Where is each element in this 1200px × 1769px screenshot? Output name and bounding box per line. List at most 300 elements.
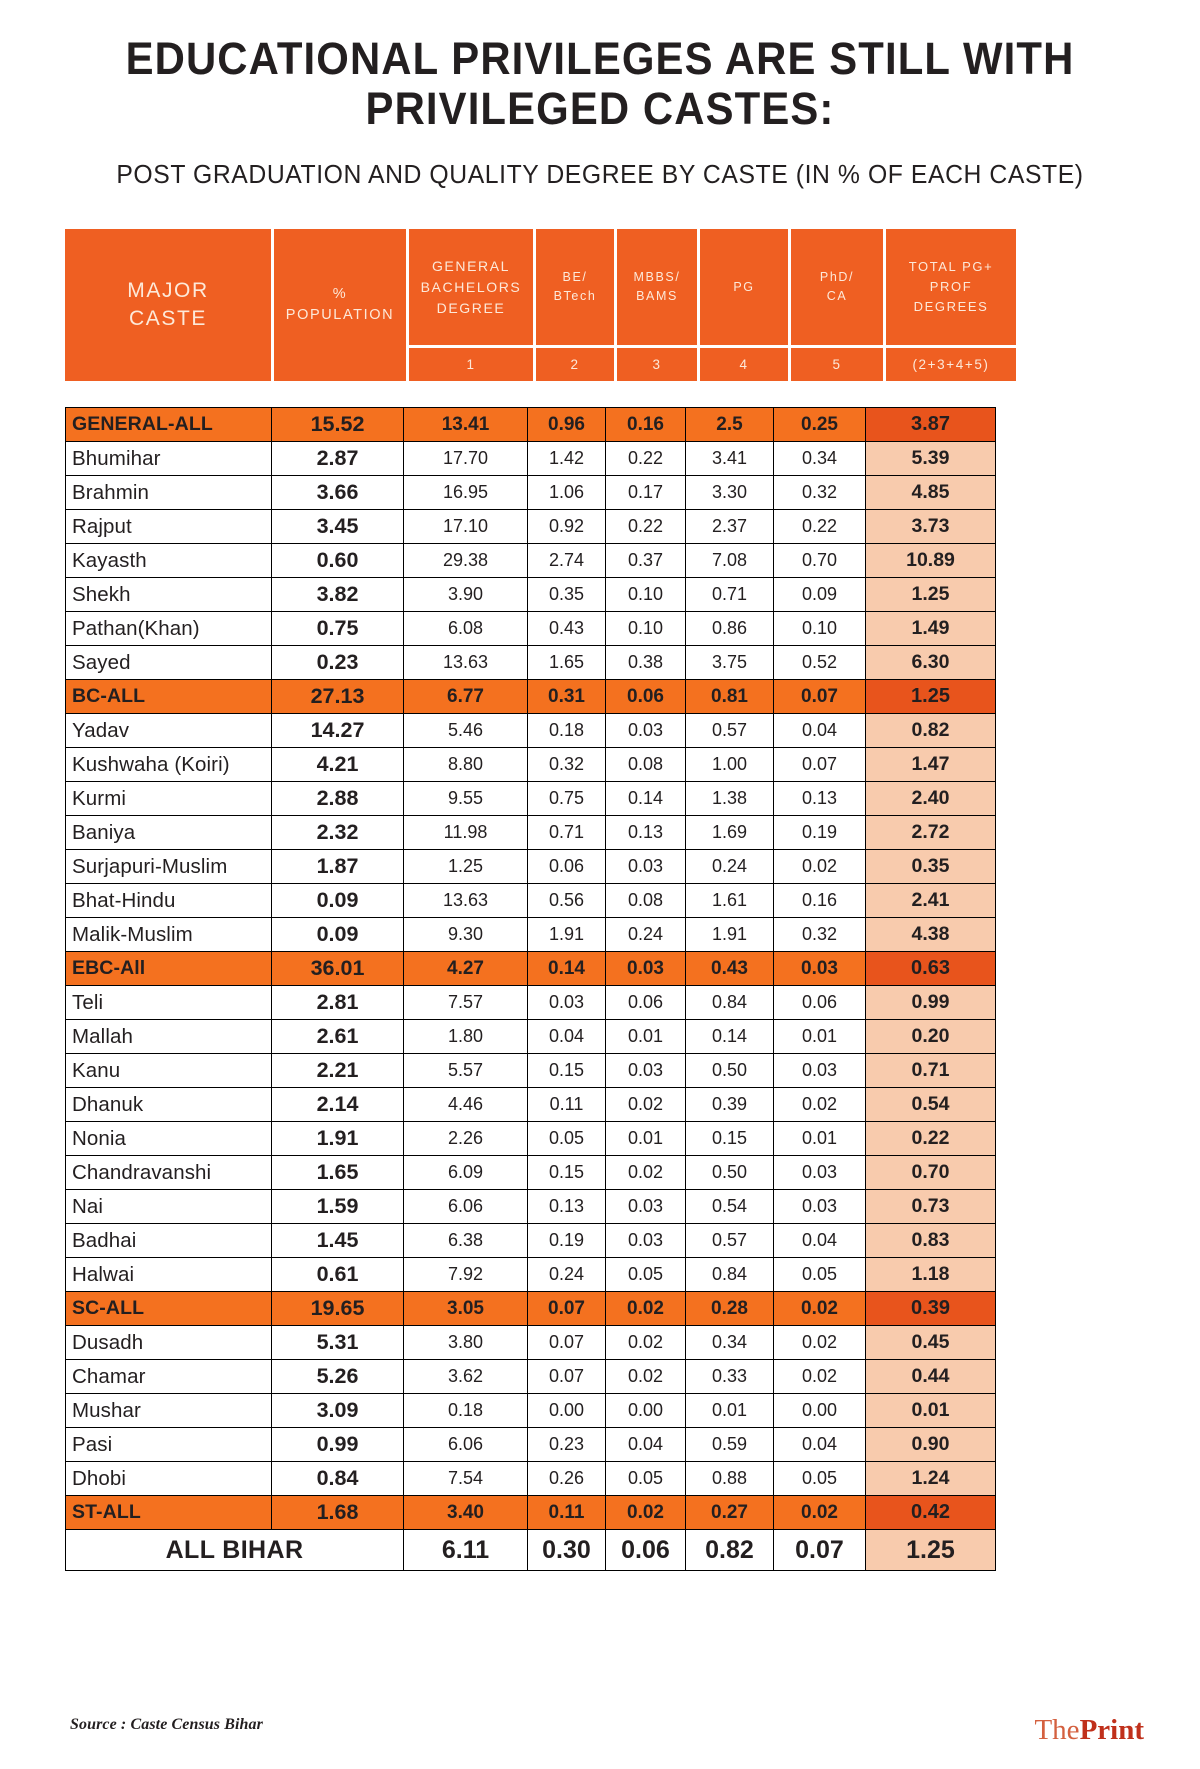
header-total-l1: TOTAL PG+ [908, 258, 994, 274]
table-row [66, 1054, 996, 1088]
cell-phd: 0.04 [774, 1428, 866, 1462]
table-row [66, 782, 996, 816]
table-row [66, 1428, 996, 1462]
table-row [66, 1360, 996, 1394]
cell-mbbs: 0.02 [606, 1360, 686, 1394]
cell-caste-name: Mallah [66, 1020, 272, 1054]
cell-gen: 6.09 [404, 1156, 528, 1190]
cell-gen: 13.63 [404, 884, 528, 918]
cell-phd: 0.52 [774, 646, 866, 680]
table-row [66, 646, 996, 680]
cell-be: 0.35 [528, 578, 606, 612]
table-row [66, 1020, 996, 1054]
cell-be: 0.07 [528, 1326, 606, 1360]
title-block [0, 0, 1200, 190]
cell-total: 0.70 [866, 1156, 996, 1190]
cell-gen: 7.92 [404, 1258, 528, 1292]
cell-pg: 0.50 [686, 1156, 774, 1190]
table-row [66, 612, 996, 646]
cell-total: 2.41 [866, 884, 996, 918]
table-row [66, 442, 996, 476]
cell-caste-name: Pathan(Khan) [66, 612, 272, 646]
cell-total: 0.90 [866, 1428, 996, 1462]
page-subtitle: POST GRADUATION AND QUALITY DEGREE BY CASTE (IN % OF EACH CASTE) [116, 160, 1084, 189]
cell-mbbs: 0.03 [606, 850, 686, 884]
cell-total: 2.40 [866, 782, 996, 816]
cell-phd: 0.03 [774, 952, 866, 986]
cell-caste-name: Chandravanshi [66, 1156, 272, 1190]
cell-pop: 0.60 [272, 544, 404, 578]
cell-total: 0.01 [866, 1394, 996, 1428]
cell-pg: 7.08 [686, 544, 774, 578]
cell-be: 1.42 [528, 442, 606, 476]
cell-mbbs: 0.03 [606, 1224, 686, 1258]
logo-print: Print [1079, 1714, 1144, 1746]
cell-be: 0.11 [528, 1088, 606, 1122]
cell-total: 0.44 [866, 1360, 996, 1394]
cell-pop: 3.45 [272, 510, 404, 544]
cell-phd: 0.06 [774, 986, 866, 1020]
cell-mbbs: 0.06 [606, 680, 686, 714]
cell-total: 6.30 [866, 646, 996, 680]
cell-phd: 0.19 [774, 816, 866, 850]
header-population-l1: % [332, 285, 348, 302]
cell-mbbs: 0.08 [606, 884, 686, 918]
cell-total: 0.45 [866, 1326, 996, 1360]
cell-phd: 0.34 [774, 442, 866, 476]
cell-mbbs: 0.03 [606, 952, 686, 986]
table-footer-row [66, 1530, 996, 1571]
cell-pop: 4.21 [272, 748, 404, 782]
cell-phd: 0.70 [774, 544, 866, 578]
cell-pg: 3.75 [686, 646, 774, 680]
cell-gen: 13.63 [404, 646, 528, 680]
header-number-2: 2 [536, 348, 614, 381]
cell-phd: 0.03 [774, 1190, 866, 1224]
cell-pg: 1.38 [686, 782, 774, 816]
cell-gen: 4.46 [404, 1088, 528, 1122]
cell-pg: 0.34 [686, 1326, 774, 1360]
cell-pg: 1.61 [686, 884, 774, 918]
cell-caste-name: GENERAL-ALL [66, 408, 272, 442]
table-row [66, 544, 996, 578]
cell-pop: 1.65 [272, 1156, 404, 1190]
cell-pop: 0.23 [272, 646, 404, 680]
cell-total: 0.39 [866, 1292, 996, 1326]
cell-pop: 1.91 [272, 1122, 404, 1156]
cell-phd: 0.02 [774, 1088, 866, 1122]
cell-mbbs: 0.02 [606, 1088, 686, 1122]
cell-caste-name: Kayasth [66, 544, 272, 578]
table-row [66, 1326, 996, 1360]
header-general-bachelors-l2: BACHELORS [420, 278, 522, 295]
cell-be: 0.31 [528, 680, 606, 714]
cell-be: 0.23 [528, 1428, 606, 1462]
cell-be: 0.03 [528, 986, 606, 1020]
header-phd-ca-l2: CA [826, 289, 848, 303]
cell-mbbs: 0.17 [606, 476, 686, 510]
cell-caste-name: Nonia [66, 1122, 272, 1156]
cell-phd: 0.25 [774, 408, 866, 442]
cell-gen: 1.25 [404, 850, 528, 884]
cell-mbbs: 0.02 [606, 1496, 686, 1530]
cell-pg: 3.30 [686, 476, 774, 510]
cell-pop: 0.09 [272, 884, 404, 918]
table-row [66, 680, 996, 714]
cell-mbbs: 0.02 [606, 1156, 686, 1190]
cell-mbbs: 0.03 [606, 1054, 686, 1088]
header-mbbs-bams-l2: BAMS [636, 289, 678, 303]
cell-phd: 0.04 [774, 714, 866, 748]
header-major-caste [65, 229, 271, 381]
cell-pop: 1.59 [272, 1190, 404, 1224]
header-be-btech-l2: BTech [553, 289, 597, 303]
cell-be: 0.43 [528, 612, 606, 646]
cell-pg: 0.84 [686, 986, 774, 1020]
table-row [66, 1122, 996, 1156]
cell-gen: 8.80 [404, 748, 528, 782]
cell-caste-name: Baniya [66, 816, 272, 850]
cell-pop: 5.31 [272, 1326, 404, 1360]
cell-all-bihar-label: ALL BIHAR [66, 1530, 404, 1571]
cell-phd: 0.02 [774, 1360, 866, 1394]
header-number-5: 5 [791, 348, 883, 381]
cell-pg: 0.71 [686, 578, 774, 612]
cell-pop: 0.84 [272, 1462, 404, 1496]
cell-caste-name: EBC-All [66, 952, 272, 986]
cell-pop: 1.68 [272, 1496, 404, 1530]
logo-the: The [1034, 1714, 1080, 1746]
cell-be: 0.96 [528, 408, 606, 442]
cell-caste-name: Badhai [66, 1224, 272, 1258]
cell-caste-name: Malik-Muslim [66, 918, 272, 952]
cell-caste-name: Kanu [66, 1054, 272, 1088]
cell-all-bihar-mbbs: 0.06 [606, 1530, 686, 1571]
cell-pop: 36.01 [272, 952, 404, 986]
cell-total: 0.63 [866, 952, 996, 986]
cell-total: 0.73 [866, 1190, 996, 1224]
cell-gen: 3.80 [404, 1326, 528, 1360]
cell-caste-name: Surjapuri-Muslim [66, 850, 272, 884]
cell-mbbs: 0.38 [606, 646, 686, 680]
cell-pop: 14.27 [272, 714, 404, 748]
cell-pop: 15.52 [272, 408, 404, 442]
cell-phd: 0.02 [774, 1326, 866, 1360]
header-major-caste-l1: MAJOR [127, 278, 209, 302]
cell-total: 10.89 [866, 544, 996, 578]
cell-caste-name: Kushwaha (Koiri) [66, 748, 272, 782]
cell-pop: 2.61 [272, 1020, 404, 1054]
cell-caste-name: BC-ALL [66, 680, 272, 714]
cell-total: 0.22 [866, 1122, 996, 1156]
cell-caste-name: Brahmin [66, 476, 272, 510]
cell-total: 0.83 [866, 1224, 996, 1258]
cell-mbbs: 0.10 [606, 612, 686, 646]
cell-be: 1.65 [528, 646, 606, 680]
cell-be: 0.56 [528, 884, 606, 918]
table-row [66, 1394, 996, 1428]
table-row [66, 986, 996, 1020]
header-number-3: 3 [617, 348, 697, 381]
cell-phd: 0.04 [774, 1224, 866, 1258]
cell-total: 5.39 [866, 442, 996, 476]
cell-total: 4.85 [866, 476, 996, 510]
cell-pop: 0.99 [272, 1428, 404, 1462]
cell-gen: 17.10 [404, 510, 528, 544]
cell-caste-name: SC-ALL [66, 1292, 272, 1326]
cell-mbbs: 0.01 [606, 1122, 686, 1156]
cell-total: 0.35 [866, 850, 996, 884]
cell-caste-name: ST-ALL [66, 1496, 272, 1530]
cell-phd: 0.01 [774, 1122, 866, 1156]
header-major-caste-l2: CASTE [128, 307, 207, 330]
cell-caste-name: Kurmi [66, 782, 272, 816]
cell-mbbs: 0.03 [606, 714, 686, 748]
cell-caste-name: Nai [66, 1190, 272, 1224]
header-number-1: 1 [409, 348, 533, 381]
theprint-logo [1034, 1714, 1144, 1747]
cell-phd: 0.22 [774, 510, 866, 544]
cell-be: 0.11 [528, 1496, 606, 1530]
cell-phd: 0.07 [774, 748, 866, 782]
cell-be: 0.00 [528, 1394, 606, 1428]
cell-be: 2.74 [528, 544, 606, 578]
cell-pg: 0.14 [686, 1020, 774, 1054]
cell-mbbs: 0.22 [606, 510, 686, 544]
cell-be: 1.91 [528, 918, 606, 952]
cell-mbbs: 0.02 [606, 1326, 686, 1360]
table-row [66, 1224, 996, 1258]
cell-mbbs: 0.05 [606, 1258, 686, 1292]
table-row [66, 816, 996, 850]
cell-pg: 0.50 [686, 1054, 774, 1088]
cell-total: 0.71 [866, 1054, 996, 1088]
table-header [62, 229, 1019, 381]
header-population-l2: POPULATION [285, 307, 395, 323]
cell-total: 0.20 [866, 1020, 996, 1054]
table-row [66, 408, 996, 442]
cell-caste-name: Sayed [66, 646, 272, 680]
cell-phd: 0.03 [774, 1054, 866, 1088]
source-note: Source : Caste Census Bihar [70, 1716, 263, 1733]
cell-pg: 0.24 [686, 850, 774, 884]
cell-caste-name: Shekh [66, 578, 272, 612]
cell-gen: 16.95 [404, 476, 528, 510]
cell-pg: 0.57 [686, 714, 774, 748]
cell-phd: 0.05 [774, 1258, 866, 1292]
cell-gen: 1.80 [404, 1020, 528, 1054]
table-row [66, 714, 996, 748]
header-total-l3: DEGREES [913, 299, 989, 315]
cell-caste-name: Halwai [66, 1258, 272, 1292]
header-mbbs-bams-l1: MBBS/ [633, 270, 681, 285]
cell-gen: 4.27 [404, 952, 528, 986]
header-total-pg-prof [886, 229, 1016, 345]
header-number-4: 4 [700, 348, 788, 381]
cell-pg: 0.54 [686, 1190, 774, 1224]
cell-be: 0.19 [528, 1224, 606, 1258]
cell-all-bihar-gen: 6.11 [404, 1530, 528, 1571]
table-row [66, 1190, 996, 1224]
cell-all-bihar-phd: 0.07 [774, 1530, 866, 1571]
cell-total: 1.25 [866, 578, 996, 612]
cell-pop: 3.66 [272, 476, 404, 510]
cell-gen: 0.18 [404, 1394, 528, 1428]
cell-be: 0.07 [528, 1292, 606, 1326]
cell-phd: 0.02 [774, 850, 866, 884]
header-pg-l1: PG [733, 279, 755, 294]
cell-gen: 13.41 [404, 408, 528, 442]
cell-total: 4.38 [866, 918, 996, 952]
cell-gen: 3.62 [404, 1360, 528, 1394]
cell-gen: 11.98 [404, 816, 528, 850]
cell-phd: 0.09 [774, 578, 866, 612]
cell-gen: 5.57 [404, 1054, 528, 1088]
cell-mbbs: 0.10 [606, 578, 686, 612]
table-row [66, 1156, 996, 1190]
header-phd-ca-l1: PhD/ [819, 270, 855, 285]
cell-be: 0.75 [528, 782, 606, 816]
cell-be: 0.06 [528, 850, 606, 884]
table-row [66, 884, 996, 918]
cell-caste-name: Dhobi [66, 1462, 272, 1496]
cell-pg: 1.91 [686, 918, 774, 952]
table-row [66, 1088, 996, 1122]
header-general-bachelors-l3: DEGREE [436, 299, 506, 316]
cell-caste-name: Bhat-Hindu [66, 884, 272, 918]
cell-pop: 1.87 [272, 850, 404, 884]
cell-be: 0.18 [528, 714, 606, 748]
cell-phd: 0.16 [774, 884, 866, 918]
table-row [66, 578, 996, 612]
cell-pg: 0.39 [686, 1088, 774, 1122]
cell-pg: 0.27 [686, 1496, 774, 1530]
header-number-formula: (2+3+4+5) [886, 348, 1016, 381]
cell-mbbs: 0.02 [606, 1292, 686, 1326]
cell-total: 1.49 [866, 612, 996, 646]
cell-mbbs: 0.01 [606, 1020, 686, 1054]
cell-mbbs: 0.37 [606, 544, 686, 578]
cell-pop: 27.13 [272, 680, 404, 714]
table-row [66, 476, 996, 510]
cell-pg: 0.88 [686, 1462, 774, 1496]
cell-caste-name: Chamar [66, 1360, 272, 1394]
cell-be: 0.24 [528, 1258, 606, 1292]
cell-phd: 0.32 [774, 918, 866, 952]
cell-phd: 0.10 [774, 612, 866, 646]
cell-be: 0.04 [528, 1020, 606, 1054]
cell-phd: 0.05 [774, 1462, 866, 1496]
cell-phd: 0.03 [774, 1156, 866, 1190]
cell-pop: 2.88 [272, 782, 404, 816]
header-be-btech-l1: BE/ [562, 270, 588, 285]
header-be-btech [536, 229, 614, 345]
table-row [66, 1462, 996, 1496]
cell-caste-name: Yadav [66, 714, 272, 748]
header-pg [700, 229, 788, 345]
cell-total: 0.99 [866, 986, 996, 1020]
cell-pg: 3.41 [686, 442, 774, 476]
cell-gen: 7.57 [404, 986, 528, 1020]
cell-total: 1.24 [866, 1462, 996, 1496]
header-mbbs-bams [617, 229, 697, 345]
cell-pop: 19.65 [272, 1292, 404, 1326]
header-general-bachelors [409, 229, 533, 345]
cell-pop: 5.26 [272, 1360, 404, 1394]
cell-caste-name: Pasi [66, 1428, 272, 1462]
cell-be: 0.15 [528, 1054, 606, 1088]
cell-pop: 2.87 [272, 442, 404, 476]
cell-all-bihar-be: 0.30 [528, 1530, 606, 1571]
cell-gen: 7.54 [404, 1462, 528, 1496]
table-row [66, 1258, 996, 1292]
cell-gen: 9.55 [404, 782, 528, 816]
table-body [65, 407, 996, 1571]
cell-mbbs: 0.06 [606, 986, 686, 1020]
cell-pop: 2.81 [272, 986, 404, 1020]
cell-pg: 0.84 [686, 1258, 774, 1292]
cell-be: 0.92 [528, 510, 606, 544]
cell-mbbs: 0.16 [606, 408, 686, 442]
cell-mbbs: 0.14 [606, 782, 686, 816]
cell-pop: 3.82 [272, 578, 404, 612]
cell-be: 1.06 [528, 476, 606, 510]
header-general-bachelors-l1: GENERAL [431, 257, 511, 274]
cell-pg: 0.86 [686, 612, 774, 646]
cell-total: 0.54 [866, 1088, 996, 1122]
table-row [66, 850, 996, 884]
page-title-line1: EDUCATIONAL PRIVILEGES ARE STILL WITH [125, 33, 1075, 84]
cell-mbbs: 0.03 [606, 1190, 686, 1224]
cell-pg: 2.37 [686, 510, 774, 544]
cell-gen: 9.30 [404, 918, 528, 952]
cell-pg: 0.81 [686, 680, 774, 714]
cell-pop: 1.45 [272, 1224, 404, 1258]
cell-gen: 6.08 [404, 612, 528, 646]
cell-pg: 0.57 [686, 1224, 774, 1258]
cell-total: 1.47 [866, 748, 996, 782]
table-row [66, 748, 996, 782]
cell-phd: 0.02 [774, 1496, 866, 1530]
cell-caste-name: Rajput [66, 510, 272, 544]
cell-gen: 6.77 [404, 680, 528, 714]
cell-pop: 0.09 [272, 918, 404, 952]
cell-total: 0.82 [866, 714, 996, 748]
cell-all-bihar-pg: 0.82 [686, 1530, 774, 1571]
cell-mbbs: 0.24 [606, 918, 686, 952]
cell-phd: 0.13 [774, 782, 866, 816]
header-phd-ca [791, 229, 883, 345]
cell-pg: 0.33 [686, 1360, 774, 1394]
cell-pop: 0.75 [272, 612, 404, 646]
cell-total: 0.42 [866, 1496, 996, 1530]
table-row [66, 1496, 996, 1530]
cell-gen: 29.38 [404, 544, 528, 578]
cell-phd: 0.00 [774, 1394, 866, 1428]
table-row [66, 510, 996, 544]
cell-mbbs: 0.13 [606, 816, 686, 850]
cell-gen: 3.40 [404, 1496, 528, 1530]
cell-pop: 3.09 [272, 1394, 404, 1428]
cell-mbbs: 0.00 [606, 1394, 686, 1428]
table-row [66, 918, 996, 952]
cell-pg: 0.01 [686, 1394, 774, 1428]
cell-phd: 0.07 [774, 680, 866, 714]
cell-pg: 1.69 [686, 816, 774, 850]
cell-pop: 0.61 [272, 1258, 404, 1292]
cell-pg: 2.5 [686, 408, 774, 442]
cell-pg: 0.43 [686, 952, 774, 986]
